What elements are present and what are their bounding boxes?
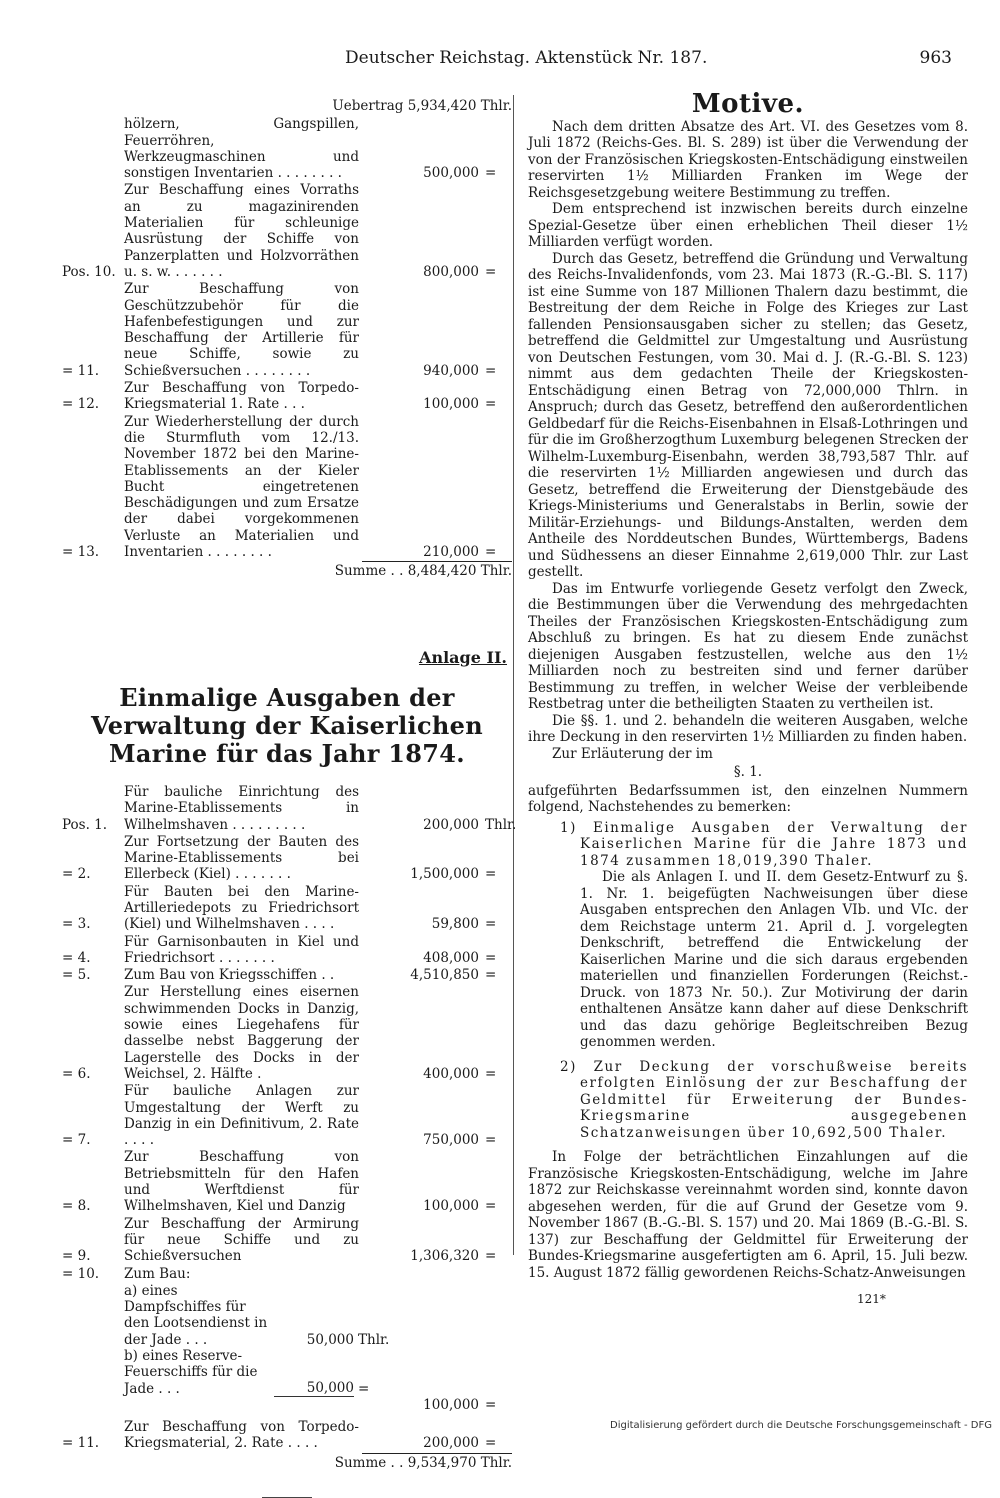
sub-amount: 50,000 — [274, 1380, 354, 1397]
item-amount: 408,000 — [423, 949, 479, 966]
motive-paragraphs — [528, 119, 968, 763]
item-amount: 1,500,000 — [410, 866, 479, 883]
line-item — [62, 1216, 512, 1265]
item-10-sub-a — [62, 1283, 512, 1348]
item-unit: = — [485, 1065, 497, 1082]
left-column — [62, 98, 517, 1498]
line-item — [62, 281, 512, 379]
line-item — [62, 934, 512, 967]
item-text: Für bauliche Anlagen zur Umgestaltung der Werft zu Danzig in ein Definitivum, 2. Rate . . . . — [124, 1083, 359, 1149]
item-text: Zur Beschaffung von Geschützzubehör für die Hafenbefestigungen und zur Beschaffung der Artillerie für neue Schiffe, sowie zu Schießversuchen . . . . . . . . — [124, 281, 359, 379]
item-unit: = — [485, 1435, 497, 1452]
section-mark: §. 1. — [733, 764, 763, 780]
item-unit: = — [485, 165, 497, 182]
item-text: Zur Beschaffung von Torpedo-Kriegsmaterial 1. Rate . . . — [124, 380, 359, 413]
item-unit: = — [485, 396, 497, 413]
motive-paragraph: Durch das Gesetz, betreffend die Gründung und Verwaltung des Reichs-Invalidenfonds, vom 23. Mai 1873 (R.-G.-Bl. S. 117) ist eine Summe von 187 Millionen Thalern dazu bestimmt, die Bestreitung der dem Reiche in Folge des Krieges zur Last fallenden Pensionsausgaben sicher zu stellen; das Gesetz, betreffend die Geldmittel zur Umgestaltung und Ausrüstung von Deutschen Festungen, vom 30. Mai d. J. (R.-G.-Bl. S. 123) nimmt aus dem gedachten Theile der Kriegskosten-Entschädigung einen Betrag von 72,000,000 Thlrn. in Anspruch; durch das Gesetz, betreffend den außerordentlichen Geldbedarf für die Reichs-Eisenbahnen in Elsaß-Lothringen und für die im Großherzogthum Luxemburg belegenen Strecken der Wilhelm-Luxemburg-Eisenbahn, werden 38,793,587 Thlr. auf die reservirten 1½ Milliarden angewiesen und durch das Gesetz, betreffend die Erweiterung der Dienstgebäude des Kriegs-Ministeriums und Generalstabs in Berlin, sowie der Militär-Erziehungs- und Bildungs-Anstalten, werden dem Antheile des Norddeutschen Bundes, Württembergs, Badens und Südhessens an dieser Einnahme 2,619,000 Thlr. zur Last gestellt. — [528, 250, 968, 580]
item-pos: = 2. — [62, 866, 91, 883]
item-text: Für Garnisonbauten in Kiel und Friedrichsort . . . . . . . — [124, 933, 359, 966]
item-pos: = 4. — [62, 949, 91, 966]
item-11 — [62, 1419, 512, 1452]
line-item — [62, 380, 512, 413]
item-amount: 100,000 — [423, 396, 479, 413]
point-1-text: Die als Anlagen I. und II. dem Gesetz-Entwurf zu §. 1. Nr. 1. beigefügten Nachweisungen über diese Ausgaben entsprechen den Anlagen VIb. und VIc. der dem Reichstage unterm 21. April d. J. vorgelegten Denkschrift, betreffend die Entwickelung der Kaiserlichen Marine und die sich daraus ergebenden materiellen und finanziellen Forderungen (Reichst.-Druck. von 1873 Nr. 50.). Zur Motivirung der darin enthaltenen Ansätze kann daher auf diese Denkschrift und das dazu gehörige Begleitschreiben Bezug genommen werden. — [580, 869, 968, 1050]
item-pos: = 5. — [62, 967, 91, 984]
item-pos: Pos. 1. — [62, 816, 108, 833]
item-pos: = 7. — [62, 1132, 91, 1149]
item-10-sub-b — [62, 1348, 512, 1397]
sub-unit: = — [358, 1380, 370, 1397]
footer-credit: Digitalisierung gefördert durch die Deutsche Forschungsgemeinschaft - DFG — [610, 1420, 993, 1431]
after-section-text: aufgeführten Bedarfssummen ist, den einzelnen Nummern folgend, Nachstehendes zu bemerken: — [528, 782, 968, 815]
item-pos: = 13. — [62, 544, 100, 561]
item-text: Zur Herstellung eines eisernen schwimmenden Docks in Danzig, sowie eines Liegehafens für dasselbe nebst Baggerung der Lagerstelle des Docks in der Weichsel, 2. Hälfte . — [124, 984, 359, 1082]
item-text: hölzern, Gangspillen, Feuerröhren, Werkzeugmaschinen und sonstigen Inventarien . . . . . . . . — [124, 116, 359, 182]
line-item — [62, 967, 512, 983]
item-amount: 100,000 — [423, 1396, 479, 1413]
item-amount: 200,000 — [423, 816, 479, 833]
item-unit: = — [485, 362, 497, 379]
item-10-total — [62, 1397, 512, 1413]
sub-text: b) eines Reserve-Feuerschiffs für die Jade . . . — [124, 1348, 258, 1397]
point-2-title-text: 2) Zur Deckung der vorschußweise bereits erfolgten Einlösung der zur Beschaffung der Geldmittel für Erweiterung der Bundes-Kriegsmarine ausgegebenen Schatzanweisungen über 10,692,500 Thaler. — [560, 1058, 968, 1141]
item-amount: 59,800 — [431, 916, 479, 933]
item-pos: = 11. — [62, 362, 100, 379]
item-unit: = — [485, 866, 497, 883]
page-header — [0, 48, 1000, 78]
item-pos: = 12. — [62, 396, 100, 413]
line-item — [62, 116, 512, 181]
sum-bottom — [334, 1453, 512, 1471]
motive-heading: Motive. — [691, 89, 805, 119]
point-1-title-text: 1) Einmalige Ausgaben der Verwaltung der Kaiserlichen Marine für die Jahre 1873 und 1874 zusammen 18,019,390 Thaler. — [560, 819, 968, 869]
item-unit: = — [485, 1198, 497, 1215]
item-text: Zur Fortsetzung der Bauten des Marine-Etablissements bei Ellerbeck (Kiel) . . . . . . . — [124, 833, 359, 883]
line-item — [62, 1149, 512, 1214]
item-amount: 210,000 — [423, 544, 479, 561]
item-pos: = 10. — [62, 1265, 100, 1282]
sub-text: a) eines Dampfschiffes für den Lootsendienst in der Jade . . . — [124, 1282, 268, 1348]
item-unit: = — [485, 916, 497, 933]
item-pos: = 9. — [62, 1248, 91, 1265]
sum-top-text: Summe . . 8,484,420 Thlr. — [334, 563, 512, 580]
item-unit: Thlr. — [485, 816, 517, 833]
sub-unit: Thlr. — [358, 1331, 390, 1348]
item-unit: = — [485, 263, 497, 280]
item-10 — [62, 1266, 512, 1282]
items-top-list — [62, 116, 512, 560]
motive-paragraph: Das im Entwurfe vorliegende Gesetz verfolgt den Zweck, die Bestimmungen über die Verwendung des mehrgedachten Theiles der Französischen Kriegskosten-Entschädigung zum Abschluß zu bringen. Es hat zu diesem Ende zunächst diejenigen Ausgaben festzustellen, welche aus den 1½ Milliarden noch zu bestreiten sind und ferner darüber Bestimmung zu treffen, in welcher Weise der verbleibende Restbetrag unter die betheiligten Staaten zu vertheilen ist. — [528, 580, 968, 712]
motive-paragraph: Dem entsprechend ist inzwischen bereits durch einzelne Spezial-Gesetze über einen erheblichen Theil dieser 1½ Milliarden verfügt worden. — [528, 201, 968, 250]
item-unit: = — [485, 1248, 497, 1265]
item-amount: 750,000 — [423, 1132, 479, 1149]
section-title: Einmalige Ausgaben der Verwaltung der Kaiserlichen Marine für das Jahr 1874. — [91, 682, 483, 768]
item-pos: Pos. 10. — [62, 263, 116, 280]
item-unit: = — [485, 544, 497, 561]
item-text: Zum Bau: — [124, 1265, 191, 1282]
point-2-title — [528, 1059, 968, 1142]
items-bottom-list — [62, 783, 517, 1265]
line-item — [62, 783, 517, 833]
item-text: Zur Beschaffung von Betriebsmitteln für den Hafen und Werftdienst für Wilhelmshaven, Kiel und Danzig — [124, 1149, 359, 1215]
item-text: Zum Bau von Kriegsschiffen . . — [124, 967, 335, 984]
line-item — [62, 834, 512, 883]
item-unit: = — [485, 949, 497, 966]
line-item — [62, 984, 512, 1082]
item-pos: = 6. — [62, 1065, 91, 1082]
motive-paragraph: Zur Erläuterung der im — [552, 745, 713, 762]
page-number: 963 — [919, 48, 952, 68]
right-column — [528, 89, 968, 1281]
closing-paragraph: In Folge der beträchtlichen Einzahlungen auf die Französische Kriegskosten-Entschädigung, welche im Jahre 1872 zur Reichskasse vereinnahmt worden sind, konnte davon abgesehen werden, für die auf Grund der Gesetze vom 9. November 1867 (B.-G.-Bl. S. 157) und 20. Mai 1869 (B.-G.-Bl. S. 137) zur Beschaffung der Geldmittel für Erweiterung der Bundes-Kriegsmarine ausgefertigten am 6. April, 15. Juli bezw. 15. August 1872 fällig gewordenen Reichs-Schatz-Anweisungen — [528, 1149, 968, 1281]
line-item — [62, 1083, 512, 1148]
item-amount: 1,306,320 — [410, 1248, 479, 1265]
sum-bottom-text: Summe . . 9,534,970 Thlr. — [334, 1454, 512, 1471]
carry-over-text: Uebertrag 5,934,420 Thlr. — [332, 98, 512, 114]
motive-paragraph: Die §§. 1. und 2. behandeln die weiteren Ausgaben, welche ihre Deckung in den reservirten 1½ Milliarden zu finden haben. — [528, 712, 968, 745]
motive-paragraph: Nach dem dritten Absatze des Art. VI. des Gesetzes vom 8. Juli 1872 (Reichs-Ges. Bl. S. 289) ist über die Verwendung der von der Französischen Kriegskosten-Entschädigung einstweilen reservirten 1½ Milliarden Franken im Wege der Reichsgesetzgebung weitere Bestimmung zu treffen. — [528, 118, 968, 201]
item-amount: 940,000 — [423, 362, 479, 379]
sub-amount: 50,000 — [306, 1331, 354, 1348]
item-text: Zur Beschaffung der Armirung für neue Schiffe und zu Schießversuchen — [124, 1215, 359, 1265]
item-pos: = 8. — [62, 1198, 91, 1215]
item-amount: 500,000 — [423, 165, 479, 182]
item-text: Für bauliche Einrichtung des Marine-Etablissements in Wilhelmshaven . . . . . . . . . — [124, 783, 359, 833]
item-amount: 400,000 — [423, 1065, 479, 1082]
appendix-label: Anlage II. — [419, 647, 507, 667]
sum-top — [334, 561, 512, 580]
item-text: Für Bauten bei den Marine-Artilleriedepots zu Friedrichsort (Kiel) und Wilhelmshaven . . . . — [124, 883, 359, 933]
item-text: Zur Wiederherstellung der durch die Sturmfluth vom 12./13. November 1872 bei den Marine-Etablissements an der Kieler Bucht eingetretenen Beschädigungen und zum Ersatze der dabei vorgekommenen Verluste an Materialien und Inventarien . . . . . . . . — [124, 413, 359, 561]
carry-over-line — [62, 98, 512, 114]
item-unit: = — [485, 1396, 497, 1413]
running-title: Deutscher Reichstag. Aktenstück Nr. 187. — [345, 48, 708, 68]
item-text: Zur Beschaffung von Torpedo-Kriegsmaterial, 2. Rate . . . . — [124, 1419, 359, 1452]
item-text: Zur Beschaffung eines Vorraths an zu magazinirenden Materialien für schleunige Ausrüstung der Schiffe von Panzerplatten und Holzvorräthen u. s. w. . . . . . . — [124, 182, 359, 280]
line-item — [62, 414, 512, 561]
item-unit: = — [485, 1132, 497, 1149]
item-amount: 800,000 — [423, 263, 479, 280]
signature-mark: 121* — [857, 1292, 886, 1306]
item-pos: = 11. — [62, 1435, 100, 1452]
line-item — [62, 182, 512, 280]
point-1-title — [528, 820, 968, 870]
item-amount: 4,510,850 — [410, 967, 479, 984]
item-unit: = — [485, 967, 497, 984]
item-amount: 200,000 — [423, 1435, 479, 1452]
line-item — [62, 884, 512, 933]
item-amount: 100,000 — [423, 1198, 479, 1215]
item-pos: = 3. — [62, 916, 91, 933]
